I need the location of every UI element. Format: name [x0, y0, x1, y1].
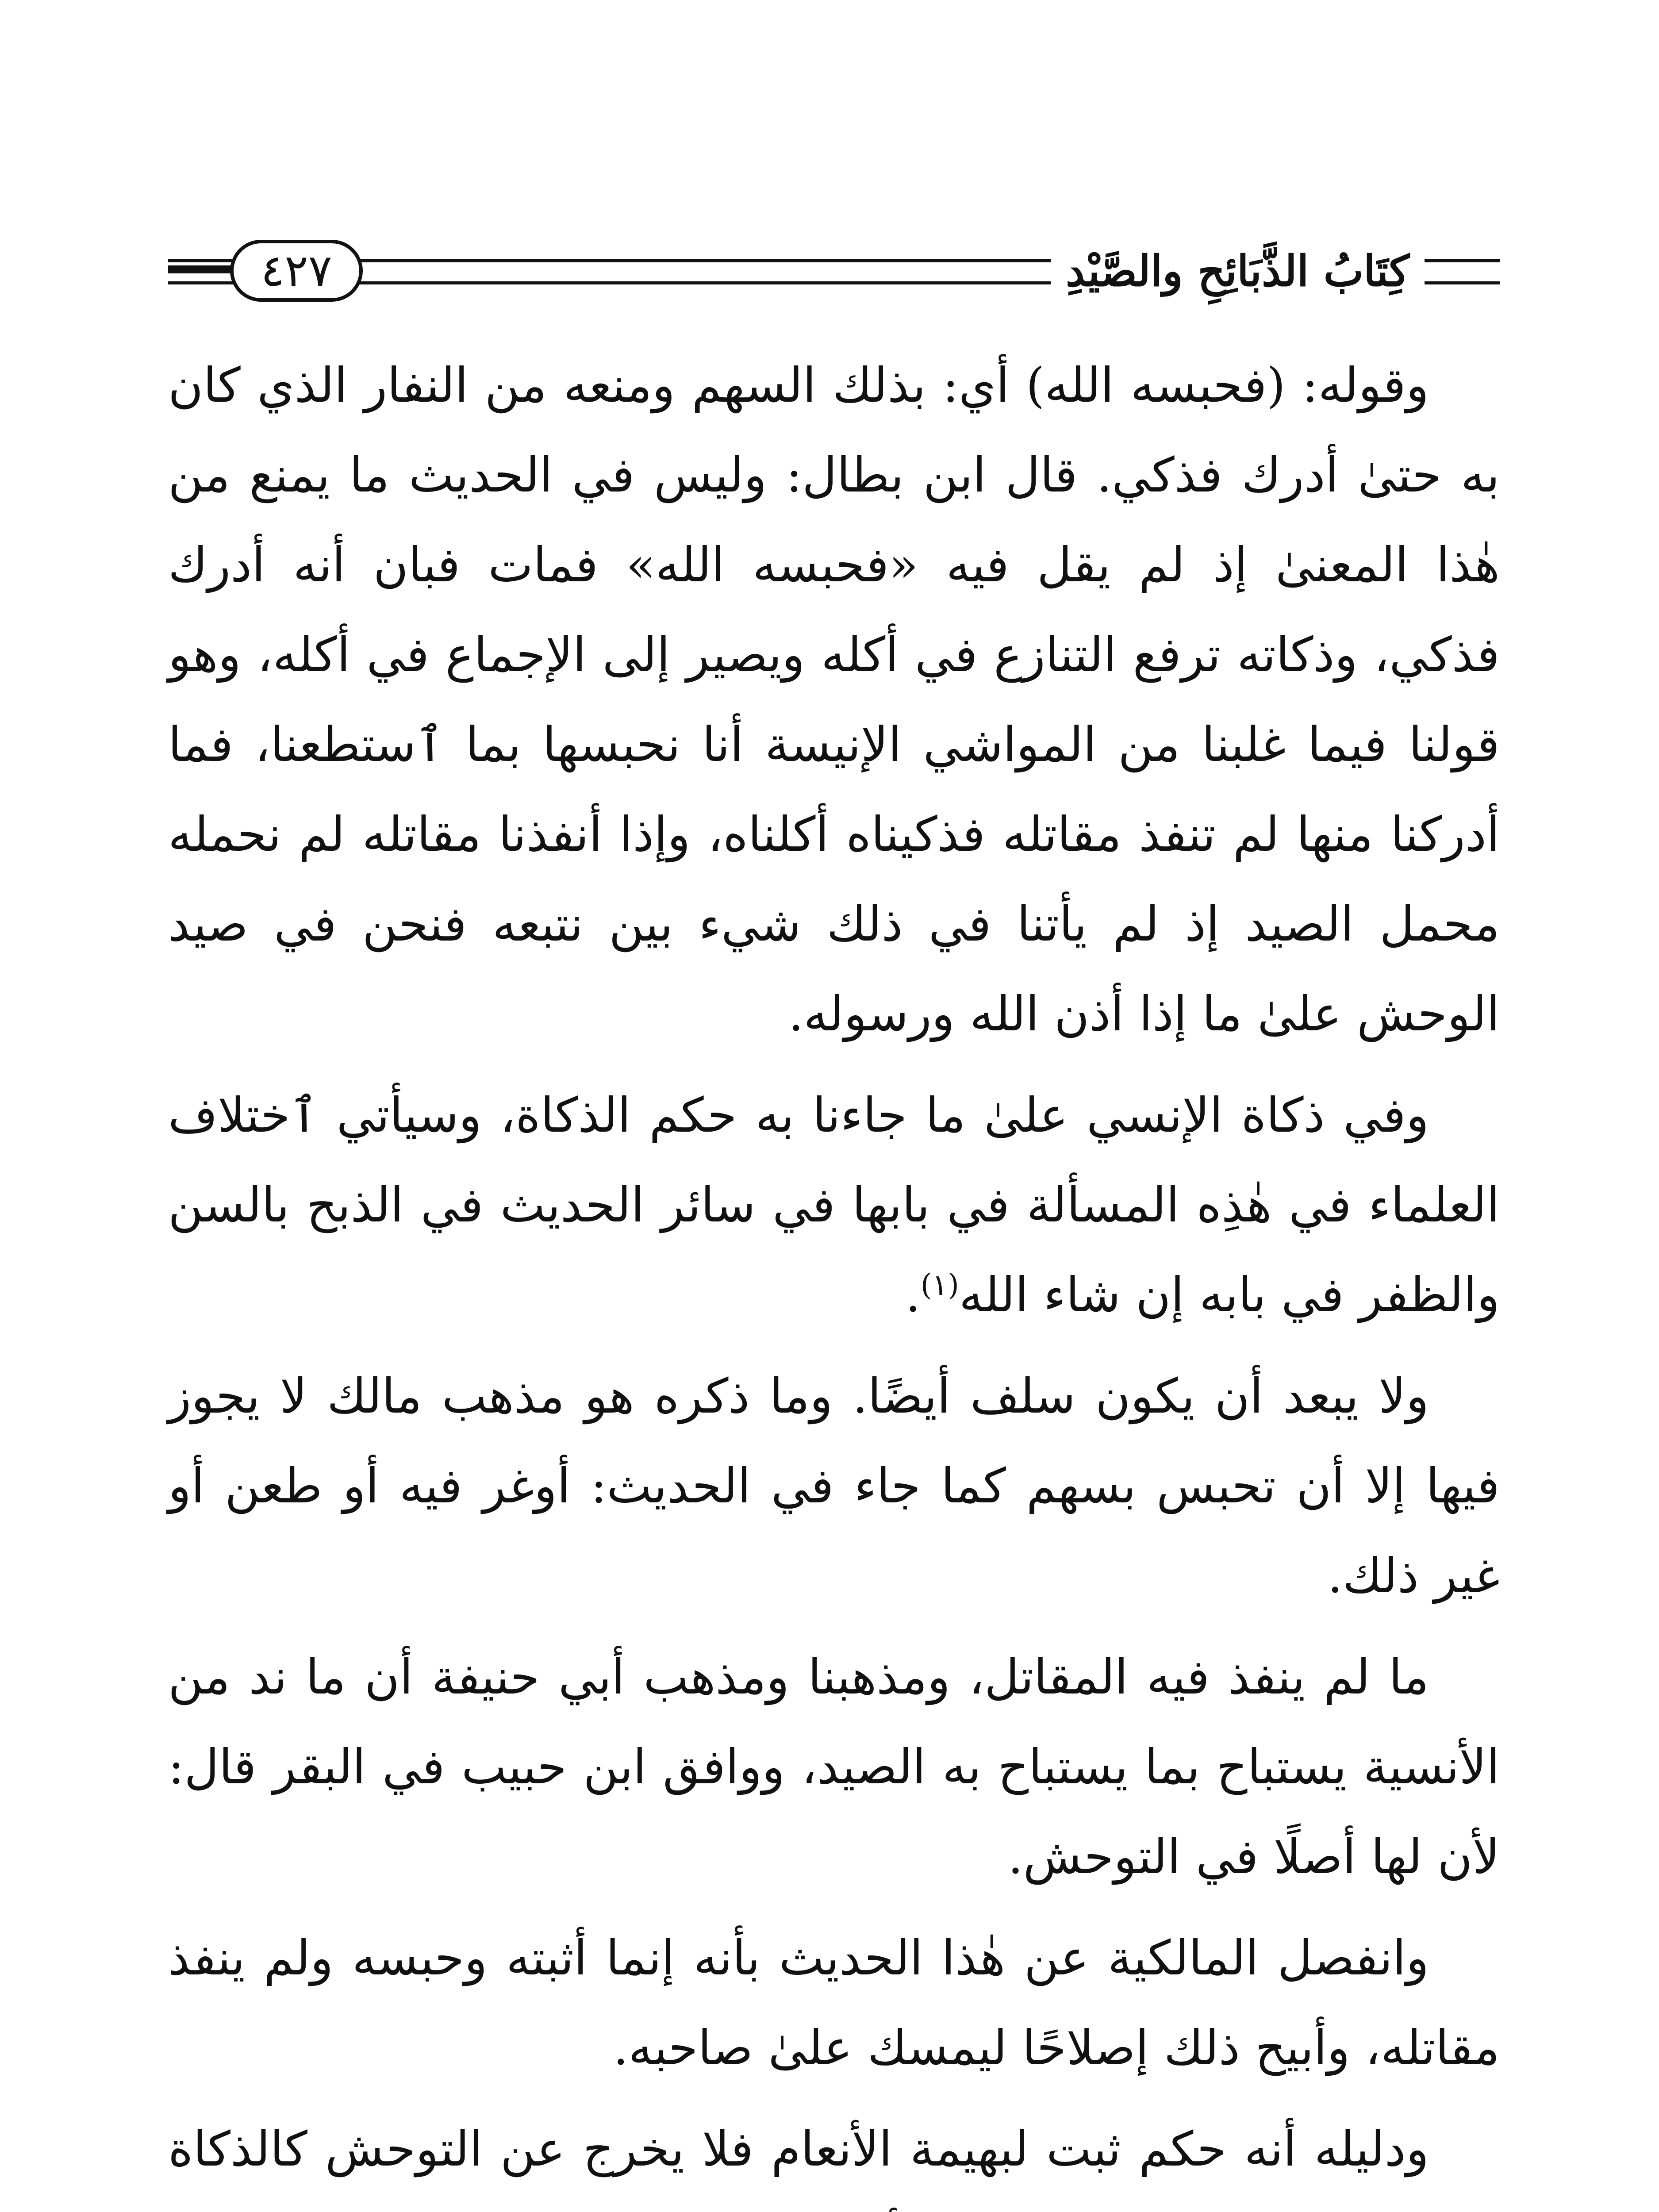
- book-title: كِتَابُ الذَّبَائِحِ والصَّيْدِ: [1051, 240, 1425, 302]
- paragraph-6: ودليله أنه حكم ثبت لبهيمة الأنعام فلا يخرج عن التوحش كالذكاة: [168, 2122, 1429, 2177]
- paragraph-3: ولا يبعد أن يكون سلف أيضًا. وما ذكره هو مذهب مالك لا يجوز فيها إلا أن تحبس بسهم كما جاء في الحديث: أوغر فيه أو طعن أو غير ذلك.: [168, 1369, 1500, 1604]
- paragraph-2-end: .: [905, 1267, 921, 1323]
- page-header: [168, 230, 1500, 314]
- paragraph-2: [168, 1071, 1500, 1340]
- paragraph-4: ما لم ينفذ فيه المقاتل، ومذهبنا ومذهب أبي حنيفة أن ما ند من الأنسية يستباح بما يستباح به الصيد، ووافق ابن حبيب في البقر قال: لأن لها أصلًا في التوحش.: [168, 1650, 1500, 1885]
- paragraph-2-text: وفي ذكاة الإنسي علىٰ ما جاءنا به حكم الذكاة، وسيأتي ٱختلاف العلماء في هٰذِه المسألة في بابها في سائر الحديث في الذبح بالسن والظفر في بابه إن شاء الله: [168, 1088, 1500, 1323]
- footnote-reference[interactable]: (١): [920, 1268, 959, 1302]
- paragraph-1: وقوله: (فحبسه الله) أي: بذلك السهم ومنعه من النفار الذي كان به حتىٰ أدرك فذكي. قال ابن بطال: وليس في الحديث ما يمنع من هٰذا المعنىٰ إذ لم يقل فيه «فحبسه الله» فمات فبان أنه أدرك فذكي، وذكاته ترفع التنازع في أكله ويصير إلى الإجماع في أكله، وهو قولنا فيما غلبنا من المواشي الإنيسة أنا نحبسها بما ٱستطعنا، فما أدركنا منها لم تنفذ مقاتله فذكيناه أكلناه، وإذا أنفذنا مقاتله لم نحمله محمل الصيد إذ لم يأتنا في ذلك شيء بين نتبعه فنحن في صيد الوحش علىٰ ما إذا أذن الله ورسوله.: [168, 358, 1500, 1042]
- body-text: [168, 341, 1500, 2212]
- header-rule-left-accent: [168, 265, 234, 273]
- page-number: ٤٢٧: [230, 240, 363, 302]
- paragraph-5: وانفصل المالكية عن هٰذا الحديث بأنه إنما أثبته وحبسه ولم ينفذ مقاتله، وأبيح ذلك إصلاحًا ليمسك علىٰ صاحبه.: [168, 1931, 1500, 2076]
